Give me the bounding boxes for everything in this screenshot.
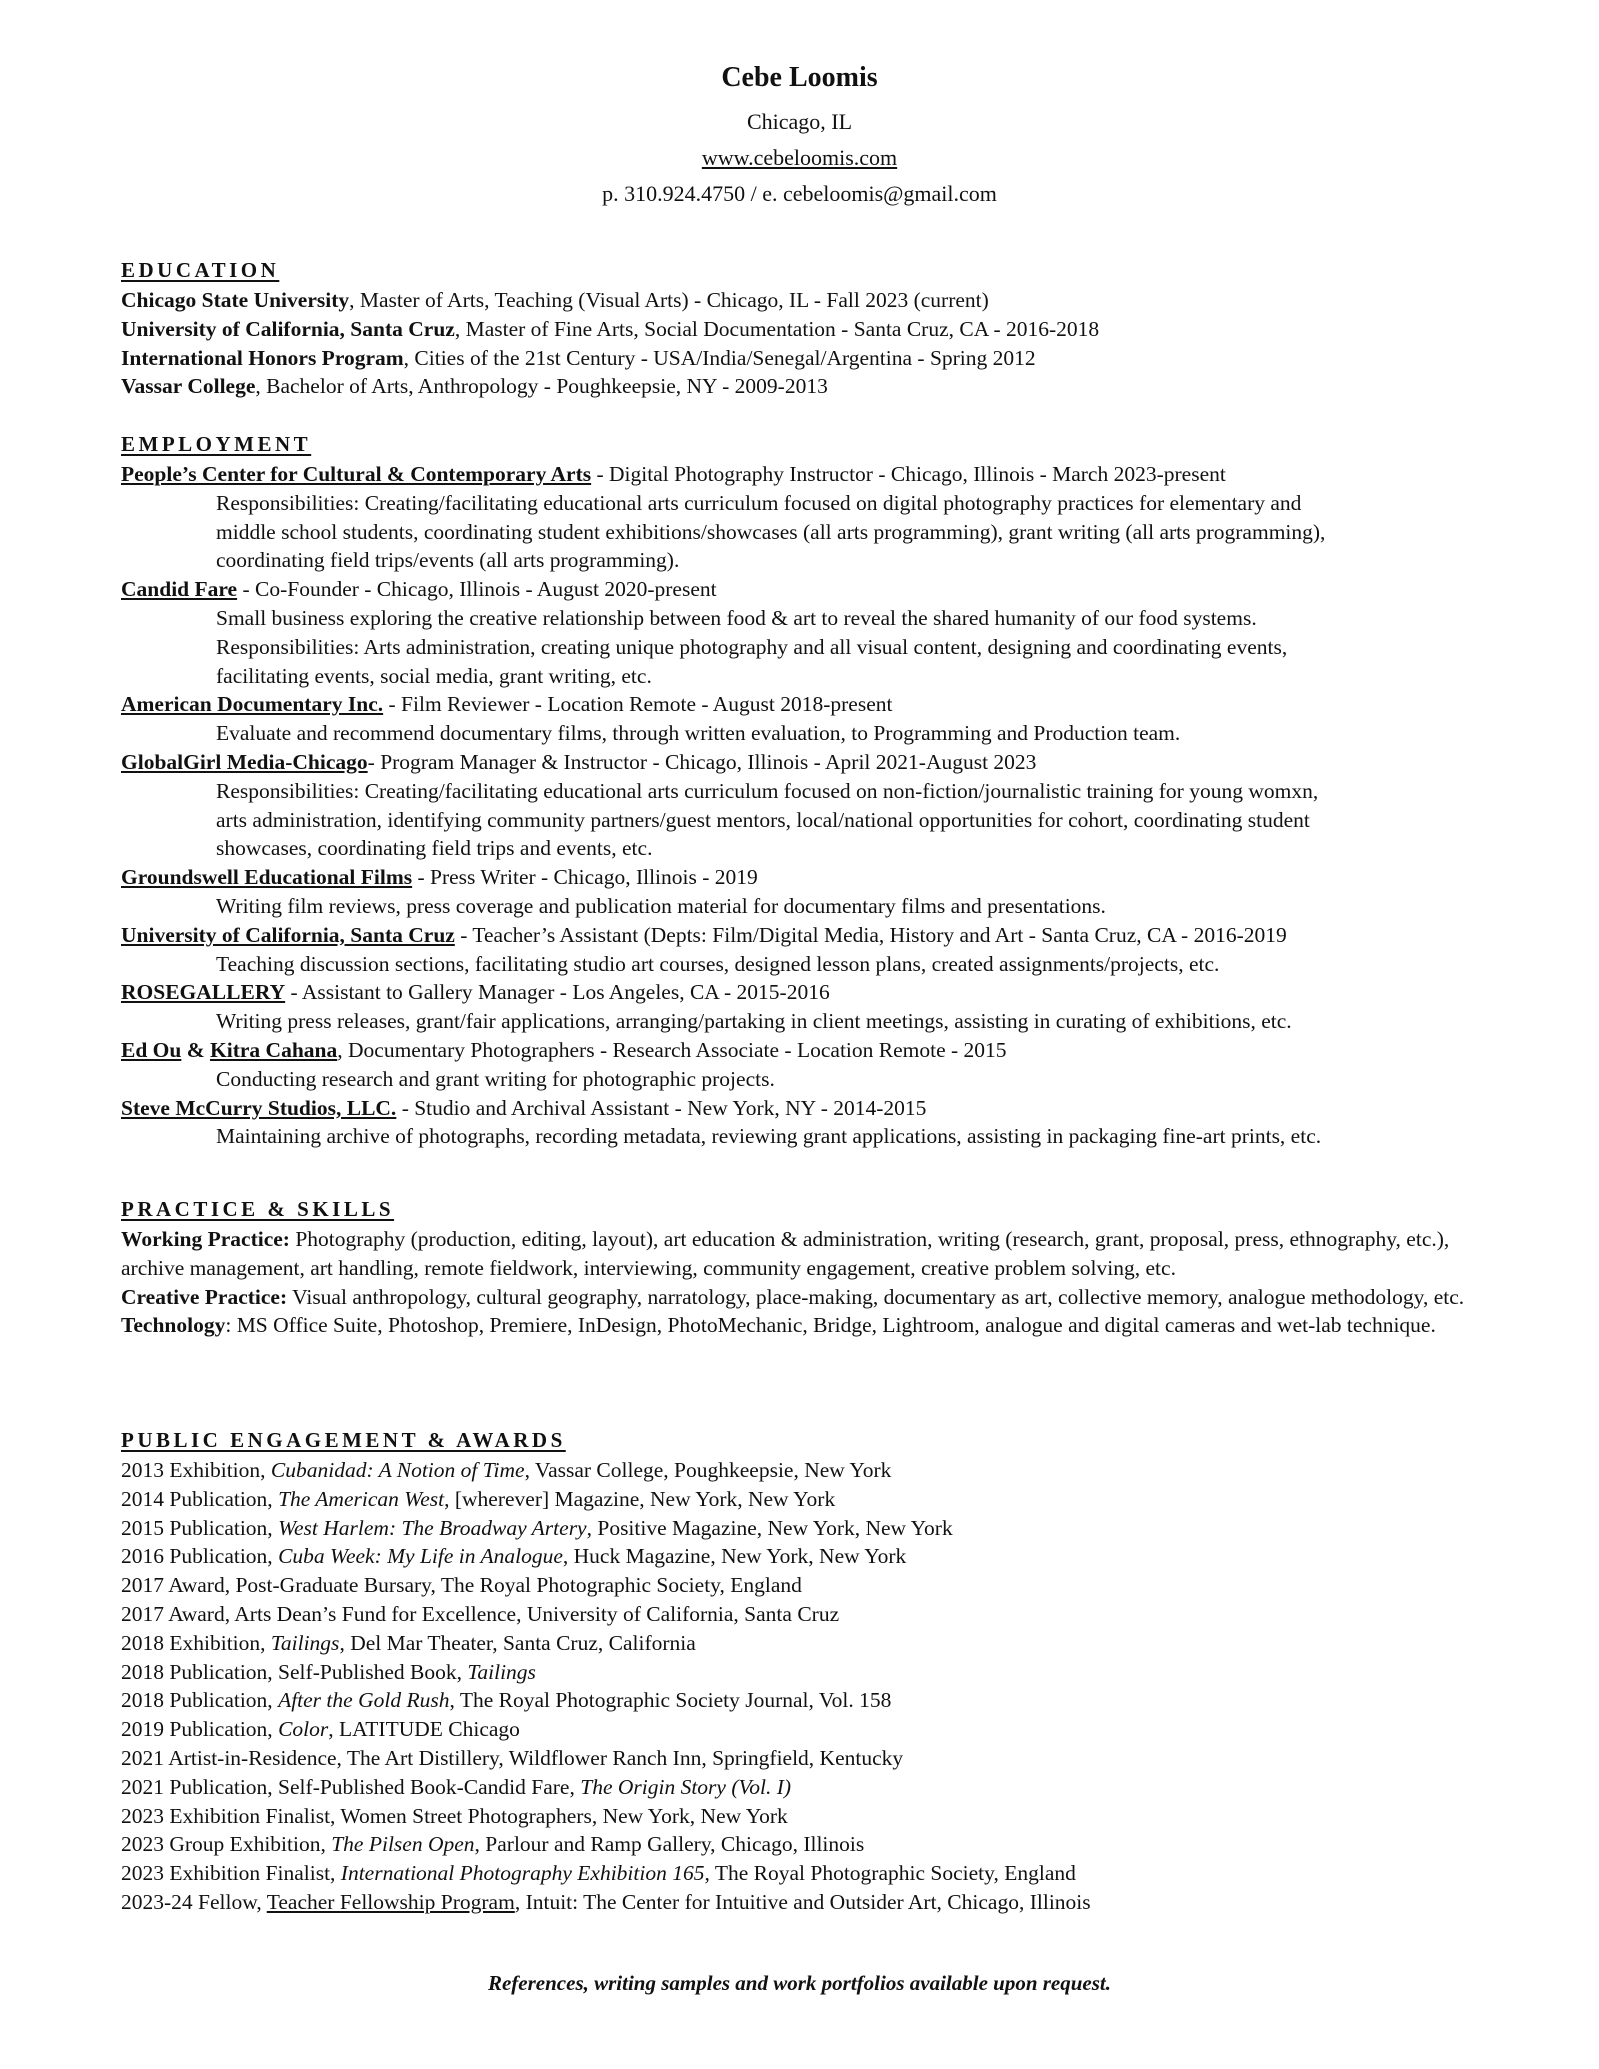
employer-link[interactable]: People’s Center for Cultural & Contemporary Arts (121, 462, 592, 486)
job-entry: Candid Fare - Co-Founder - Chicago, Illinois - August 2020-present (121, 577, 717, 602)
list-item: 2023-24 Fellow, Teacher Fellowship Program, Intuit: The Center for Intuitive and Outsider Art, Chicago, Illinois (121, 1889, 1091, 1914)
job-description: Writing press releases, grant/fair applications, arranging/partaking in client meetings, assisting in curating of exhibitions, etc. (216, 1009, 1292, 1034)
job-description: facilitating events, social media, grant writing, etc. (216, 663, 652, 688)
job-description: Small business exploring the creative relationship between food & art to reveal the shared humanity of our food systems. (216, 605, 1257, 630)
job-description: Responsibilities: Creating/facilitating educational arts curriculum focused on digital photography practices for elementary and (216, 490, 1302, 515)
job-description: Responsibilities: Arts administration, creating unique photography and all visual content, designing and coordinating events, (216, 634, 1288, 659)
list-item: 2015 Publication, West Harlem: The Broadway Artery, Positive Magazine, New York, New York (121, 1515, 953, 1540)
list-item: 2023 Group Exhibition, The Pilsen Open, Parlour and Ramp Gallery, Chicago, Illinois (121, 1832, 865, 1857)
list-item: 2016 Publication, Cuba Week: My Life in Analogue, Huck Magazine, New York, New York (121, 1544, 907, 1569)
employer-link[interactable]: Kitra Cahana (210, 1037, 338, 1062)
job-description: arts administration, identifying community partners/guest mentors, local/national opportunities for cohort, coordinating student (216, 807, 1310, 832)
employer-link[interactable]: ROSEGALLERY (121, 980, 286, 1005)
job-entry: Ed Ou & Kitra Cahana, Documentary Photographers - Research Associate - Location Remote - 2015 (121, 1037, 1007, 1062)
technology: Technology: MS Office Suite, Photoshop, Premiere, InDesign, PhotoMechanic, Bridge, Lightroom, analogue and digital cameras and wet-lab technique. (121, 1313, 1436, 1338)
list-item: 2023 Exhibition Finalist, Women Street Photographers, New York, New York (121, 1803, 788, 1828)
job-entry: People’s Center for Cultural & Contemporary Arts - Digital Photography Instructor - Chicago, Illinois - March 2023-present (121, 462, 1226, 486)
education-item: Vassar College, Bachelor of Arts, Anthropology - Poughkeepsie, NY - 2009-2013 (121, 374, 828, 399)
employer-link[interactable]: University of California, Santa Cruz (121, 922, 455, 947)
job-description: Maintaining archive of photographs, recording metadata, reviewing grant applications, assisting in packaging fine-art prints, etc. (216, 1124, 1322, 1149)
engagement-heading: PUBLIC ENGAGEMENT & AWARDS (121, 1428, 566, 1452)
list-item: 2014 Publication, The American West, [wherever] Magazine, New York, New York (121, 1486, 836, 1511)
education-item: Chicago State University, Master of Arts, Teaching (Visual Arts) - Chicago, IL - Fall 2023 (current) (121, 288, 989, 312)
job-description: middle school students, coordinating student exhibitions/showcases (all arts programming), grant writing (all arts programming), (216, 519, 1326, 544)
creative-practice: Creative Practice: Visual anthropology, cultural geography, narratology, place-making, documentary as art, collective memory, analogue methodology, etc. (121, 1284, 1465, 1309)
list-item: 2017 Award, Arts Dean’s Fund for Excellence, University of California, Santa Cruz (121, 1601, 840, 1626)
education-item: International Honors Program, Cities of the 21st Century - USA/India/Senegal/Argentina - Spring 2012 (121, 345, 1036, 370)
list-item: 2017 Award, Post-Graduate Bursary, The Royal Photographic Society, England (121, 1573, 802, 1598)
list-item: 2018 Publication, Self-Published Book, Tailings (121, 1659, 536, 1684)
job-description: Responsibilities: Creating/facilitating educational arts curriculum focused on non-fiction/journalistic training for young womxn, (216, 778, 1319, 803)
employer-link[interactable]: American Documentary Inc. (121, 692, 384, 717)
resume-name: Cebe Loomis (721, 62, 878, 93)
website-link[interactable]: www.cebeloomis.com (701, 145, 898, 170)
resume-city: Chicago, IL (746, 109, 853, 134)
list-item: 2018 Exhibition, Tailings, Del Mar Theater, Santa Cruz, California (121, 1630, 696, 1655)
list-item: 2021 Artist-in-Residence, The Art Distillery, Wildflower Ranch Inn, Springfield, Kentucky (121, 1745, 904, 1770)
job-entry: Groundswell Educational Films - Press Writer - Chicago, Illinois - 2019 (121, 865, 758, 890)
job-description: showcases, coordinating field trips and events, etc. (216, 836, 653, 861)
list-item: 2021 Publication, Self-Published Book-Candid Fare, The Origin Story (Vol. I) (121, 1774, 792, 1799)
job-description: Conducting research and grant writing for photographic projects. (216, 1066, 775, 1091)
fellowship-link[interactable]: Teacher Fellowship Program (266, 1889, 515, 1914)
references-note: References, writing samples and work portfolios available upon request. (487, 1971, 1112, 1995)
skills-heading: PRACTICE & SKILLS (121, 1197, 395, 1221)
job-entry: American Documentary Inc. - Film Reviewer - Location Remote - August 2018-present (121, 692, 893, 717)
list-item: 2023 Exhibition Finalist, International Photography Exhibition 165, The Royal Photographic Society, England (121, 1861, 1076, 1886)
job-description: Evaluate and recommend documentary films, through written evaluation, to Programming and Production team. (216, 721, 1181, 746)
skills-section (121, 1194, 1491, 1340)
engagement-section (121, 1425, 1491, 1917)
education-section (121, 255, 1491, 401)
job-description: Writing film reviews, press coverage and publication material for documentary films and presentations. (216, 893, 1106, 918)
employer-link[interactable]: Candid Fare (121, 577, 238, 602)
working-practice: Working Practice: Photography (production, editing, layout), art education & administration, writing (research, grant, proposal, press, ethnography, etc.), archive management, art handling, remote fieldwork, interviewing, community engagement, creative problem solving, etc. (121, 1227, 1450, 1280)
employment-section (121, 429, 1491, 1151)
education-item: University of California, Santa Cruz, Master of Fine Arts, Social Documentation - Santa Cruz, CA - 2016-2018 (121, 316, 1100, 341)
employer-link[interactable]: Groundswell Educational Films (121, 865, 413, 890)
job-description: Teaching discussion sections, facilitating studio art courses, designed lesson plans, created assignments/projects, etc. (216, 951, 1220, 976)
list-item: 2018 Publication, After the Gold Rush, The Royal Photographic Society Journal, Vol. 158 (121, 1688, 892, 1713)
employment-heading: EMPLOYMENT (121, 432, 312, 456)
list-item: 2019 Publication, Color, LATITUDE Chicago (121, 1717, 520, 1742)
employer-link[interactable]: GlobalGirl Media-Chicago (121, 749, 368, 774)
job-entry: ROSEGALLERY - Assistant to Gallery Manager - Los Angeles, CA - 2015-2016 (121, 980, 830, 1005)
job-entry: GlobalGirl Media-Chicago- Program Manager & Instructor - Chicago, Illinois - April 2021-August 2023 (121, 749, 1037, 774)
employer-link[interactable]: Ed Ou (121, 1037, 182, 1062)
contact-line: p. 310.924.4750 / e. cebeloomis@gmail.com (602, 181, 997, 206)
education-heading: EDUCATION (121, 258, 280, 282)
list-item: 2013 Exhibition, Cubanidad: A Notion of Time, Vassar College, Poughkeepsie, New York (121, 1458, 892, 1482)
job-description: coordinating field trips/events (all arts programming). (216, 548, 680, 573)
employer-link[interactable]: Steve McCurry Studios, LLC. (121, 1095, 397, 1120)
job-entry: Steve McCurry Studios, LLC. - Studio and Archival Assistant - New York, NY - 2014-2015 (121, 1095, 927, 1120)
job-entry: University of California, Santa Cruz - Teacher’s Assistant (Depts: Film/Digital Media, History and Art - Santa Cruz, CA - 2016-2019 (121, 922, 1287, 947)
